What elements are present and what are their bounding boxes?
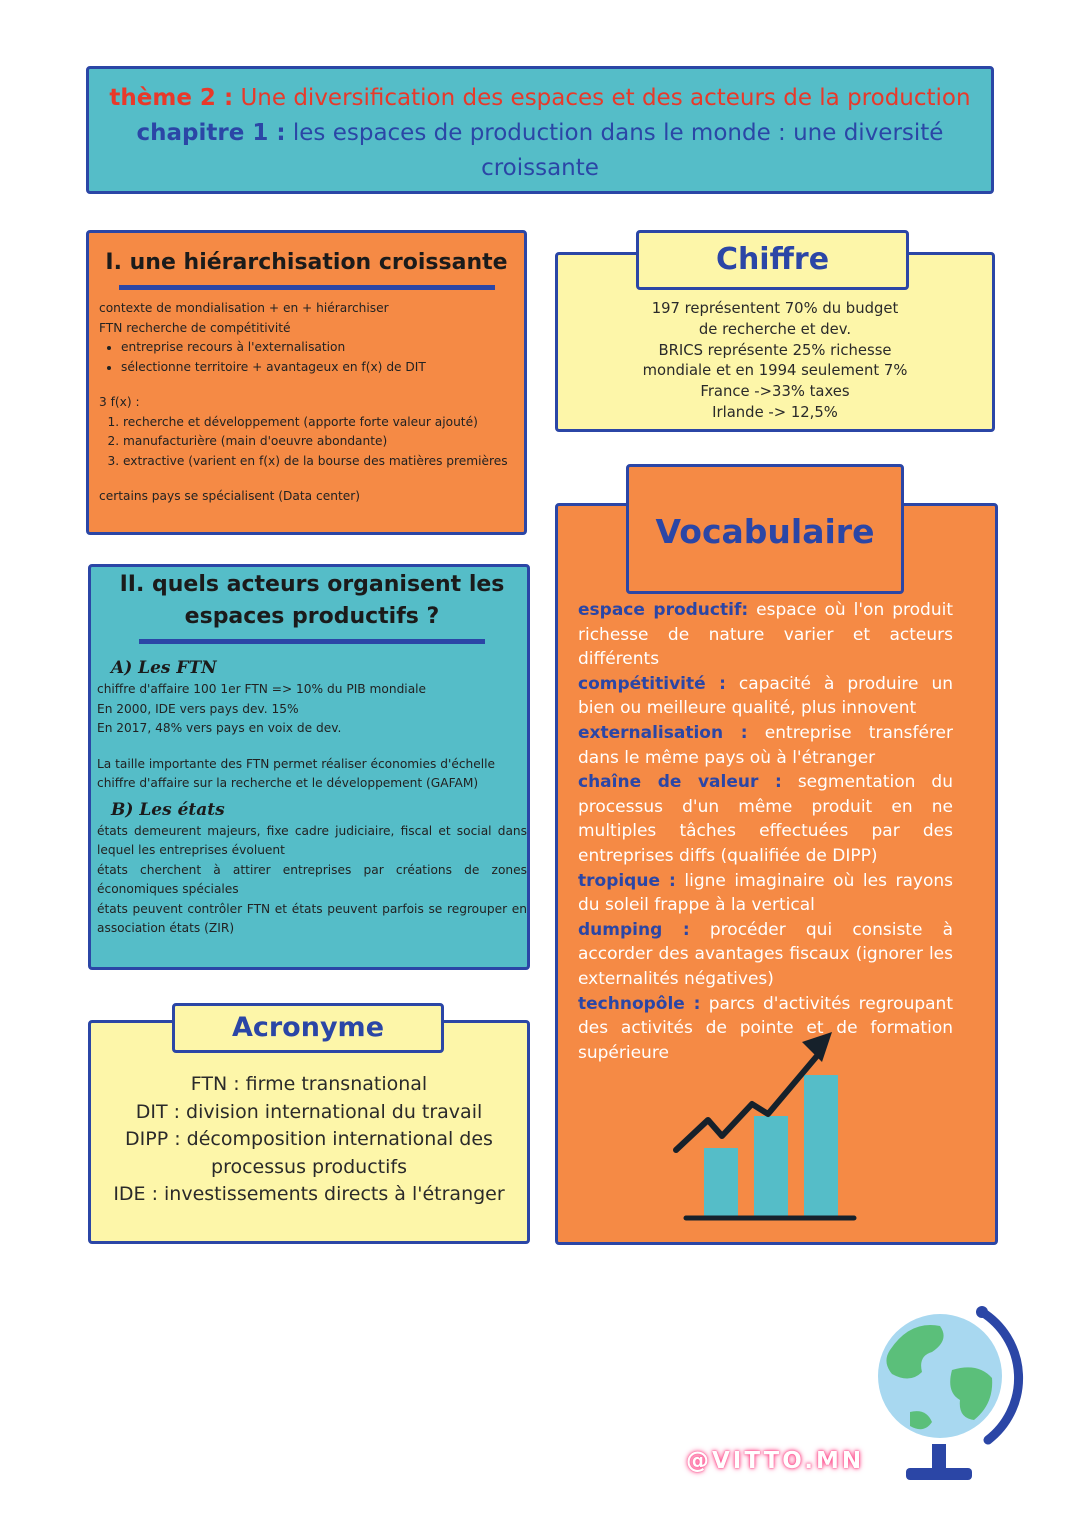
vocab-entry bbox=[578, 869, 953, 918]
chapter-label: chapitre 1 : bbox=[136, 120, 286, 146]
chapter-text-continued: croissante bbox=[481, 155, 599, 181]
vocab-term: dumping : bbox=[578, 919, 690, 940]
section1-closing: certains pays se spécialisent (Data center) bbox=[99, 489, 360, 503]
chiffre-list bbox=[558, 299, 992, 424]
globe-base-icon bbox=[906, 1468, 972, 1480]
fx-item: 2. manufacturière (main d'oeuvre abondante) bbox=[123, 432, 514, 452]
section2-b-body bbox=[97, 822, 527, 939]
bullet-item: • entreprise recours à l'externalisation bbox=[121, 338, 514, 358]
vocab-definition: capacité à produire un bien ou meilleure qualité, plus innovent bbox=[578, 673, 954, 719]
subheading-etats: B) Les états bbox=[111, 799, 225, 820]
chart-bar-icon bbox=[754, 1116, 788, 1216]
section2-title bbox=[97, 569, 527, 633]
section2-underline bbox=[139, 639, 485, 644]
section2-line: chiffre d'affaire 100 1er FTN => 10% du PIB mondiale bbox=[97, 682, 427, 696]
vocab-definition: espace où l'on produit richesse de nature varier et acteurs différents bbox=[578, 600, 953, 670]
vocab-entry bbox=[578, 598, 953, 672]
subheading-ftn: A) Les FTN bbox=[111, 658, 217, 678]
theme-line bbox=[89, 81, 991, 116]
section1-line: contexte de mondialisation + en + hiérarchiser bbox=[99, 301, 389, 315]
vocabulaire-title: Vocabulaire bbox=[626, 464, 904, 594]
vocab-entry bbox=[578, 918, 953, 992]
acronyme-item: DIPP : décomposition international des bbox=[125, 1128, 493, 1150]
section2-a-body bbox=[97, 680, 527, 794]
vocab-entry bbox=[578, 770, 953, 868]
section2-line: La taille importante des FTN permet réaliser économies d'échelle bbox=[97, 756, 496, 771]
section2-paragraph: états demeurent majeurs, fixe cadre judiciaire, fiscal et social dans lequel les entreprises évoluent bbox=[97, 823, 527, 857]
chiffre-line: France ->33% taxes bbox=[700, 383, 850, 401]
chart-bar-icon bbox=[804, 1075, 838, 1216]
acronyme-title: Acronyme bbox=[172, 1003, 444, 1053]
chart-bar-icon bbox=[704, 1148, 738, 1216]
fx-list bbox=[99, 413, 514, 472]
vocabulaire-list bbox=[578, 598, 953, 1065]
trend-line-icon bbox=[676, 1050, 822, 1150]
vocab-term: chaîne de valeur : bbox=[578, 772, 782, 793]
acronyme-list bbox=[91, 1071, 527, 1209]
acronyme-card bbox=[88, 1020, 530, 1244]
growth-chart-icon bbox=[672, 1020, 868, 1225]
acronyme-item: IDE : investissements directs à l'étranger bbox=[113, 1183, 505, 1205]
header-banner bbox=[86, 66, 994, 194]
section-acteurs bbox=[88, 564, 530, 970]
vocab-definition: ligne imaginaire où les rayons du soleil frappe à la vertical bbox=[578, 870, 953, 916]
vocab-term: technopôle : bbox=[578, 993, 701, 1014]
section1-line: FTN recherche de compétitivité bbox=[99, 320, 291, 335]
globe-icon bbox=[870, 1300, 1030, 1490]
vocab-entry bbox=[578, 672, 953, 721]
section1-bullets bbox=[99, 338, 514, 377]
acronyme-item: FTN : firme transnational bbox=[190, 1073, 428, 1095]
section-hierarchisation bbox=[86, 230, 527, 535]
fx-item: 1. recherche et développement (apporte forte valeur ajouté) bbox=[123, 413, 514, 433]
section1-title: I. une hiérarchisation croissante bbox=[105, 250, 508, 275]
vocab-term: compétitivité : bbox=[578, 673, 726, 694]
chapter-text: les espaces de production dans le monde : une diversité bbox=[292, 120, 944, 146]
chiffre-title: Chiffre bbox=[636, 230, 909, 290]
chiffre-line: mondiale et en 1994 seulement 7% bbox=[642, 362, 908, 380]
section2-line: En 2000, IDE vers pays dev. 15% bbox=[97, 701, 299, 716]
acronyme-item: processus productifs bbox=[211, 1155, 407, 1178]
section2-line: chiffre d'affaire sur la recherche et le développement (GAFAM) bbox=[97, 776, 479, 790]
theme-text: Une diversification des espaces et des acteurs de la production bbox=[240, 85, 971, 111]
bullet-item: • sélectionne territoire + avantageux en f(x) de DIT bbox=[121, 358, 514, 378]
vocab-term: espace productif: bbox=[578, 600, 749, 620]
fx-item: 3. extractive (varient en f(x) de la bourse des matières premières bbox=[123, 452, 514, 472]
section2-paragraph: états peuvent contrôler FTN et états peuvent parfois se regrouper en association états (ZIR) bbox=[97, 901, 527, 935]
section2-title-line: espaces productifs ? bbox=[184, 604, 440, 629]
vocab-definition: segmentation du processus d'un même produit en ne multiples tâches effectuées par des entreprises diffs (qualifiée de DIPP) bbox=[578, 772, 953, 866]
fx-label: 3 f(x) : bbox=[99, 395, 140, 409]
vocab-term: externalisation : bbox=[578, 722, 748, 743]
section2-paragraph: états cherchent à attirer entreprises par créations de zones économiques spéciales bbox=[97, 862, 527, 896]
vocab-entry bbox=[578, 721, 953, 770]
chapter-line bbox=[89, 116, 991, 151]
vocab-definition: procéder qui consiste à accorder des avantages fiscaux (ignorer les externalités négatives) bbox=[578, 919, 953, 989]
chiffre-line: BRICS représente 25% richesse bbox=[658, 341, 892, 359]
acronyme-item: DIT : division international du travail bbox=[135, 1100, 483, 1123]
chiffre-line: de recherche et dev. bbox=[698, 320, 852, 338]
section2-title-line: II. quels acteurs organisent les bbox=[119, 572, 505, 597]
chiffre-line: 197 représentent 70% du budget bbox=[651, 300, 899, 317]
watermark: @VITTO.MN bbox=[686, 1448, 865, 1474]
section1-body bbox=[99, 299, 514, 507]
section2-line: En 2017, 48% vers pays en voix de dev. bbox=[97, 721, 342, 735]
theme-label: thème 2 : bbox=[109, 85, 234, 111]
vocab-definition: parcs d'activités regroupant des activités de pointe et de formation supérieure bbox=[578, 993, 953, 1063]
vocab-definition: entreprise transférer dans le même pays où à l'étranger bbox=[578, 722, 954, 768]
chiffre-line: Irlande -> 12,5% bbox=[712, 403, 838, 421]
section1-underline bbox=[119, 285, 495, 290]
vocab-term: tropique : bbox=[578, 870, 676, 891]
